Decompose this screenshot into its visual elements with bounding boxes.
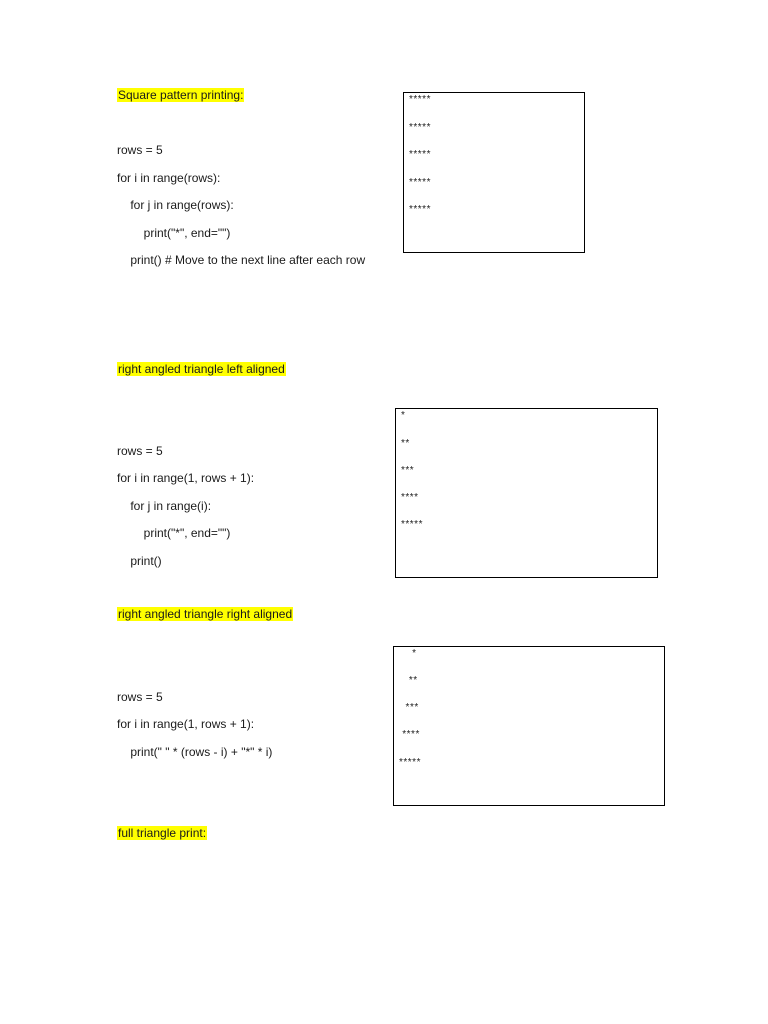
output-line: *****	[409, 204, 431, 215]
output-box-square	[403, 92, 585, 253]
output-line: *****	[409, 149, 431, 160]
code-line: for i in range(1, rows + 1):	[117, 717, 255, 731]
output-line: *	[399, 648, 417, 659]
code-line: print()	[117, 554, 162, 568]
output-line: ***	[401, 465, 415, 476]
output-line: ****	[399, 729, 420, 740]
output-line: ****	[401, 492, 419, 503]
code-line: rows = 5	[117, 143, 163, 157]
output-line: *****	[399, 757, 421, 768]
code-line: print("*", end="")	[117, 526, 231, 540]
code-line: rows = 5	[117, 690, 163, 704]
code-line: for j in range(i):	[117, 499, 212, 513]
code-line: for i in range(rows):	[117, 171, 221, 185]
output-line: ***	[399, 702, 419, 713]
output-box-right-triangle	[393, 646, 665, 806]
section-heading-left-triangle: right angled triangle left aligned	[118, 362, 285, 376]
section-heading-square: Square pattern printing:	[118, 88, 244, 102]
output-line: **	[399, 675, 418, 686]
output-line: *****	[401, 519, 423, 530]
section-heading-right-triangle: right angled triangle right aligned	[118, 607, 293, 621]
code-line: rows = 5	[117, 444, 163, 458]
output-box-left-triangle	[395, 408, 658, 578]
output-line: *****	[409, 177, 431, 188]
code-line: print() # Move to the next line after each row	[117, 253, 366, 267]
section-heading-full-triangle: full triangle print:	[118, 826, 207, 840]
code-line: for i in range(1, rows + 1):	[117, 471, 255, 485]
code-line: print("*", end="")	[117, 226, 231, 240]
output-line: *****	[409, 122, 431, 133]
code-line: for j in range(rows):	[117, 198, 234, 212]
output-line: *****	[409, 94, 431, 105]
output-line: *	[401, 410, 406, 421]
output-line: **	[401, 438, 410, 449]
code-line: print(" " * (rows - i) + "*" * i)	[117, 745, 273, 759]
